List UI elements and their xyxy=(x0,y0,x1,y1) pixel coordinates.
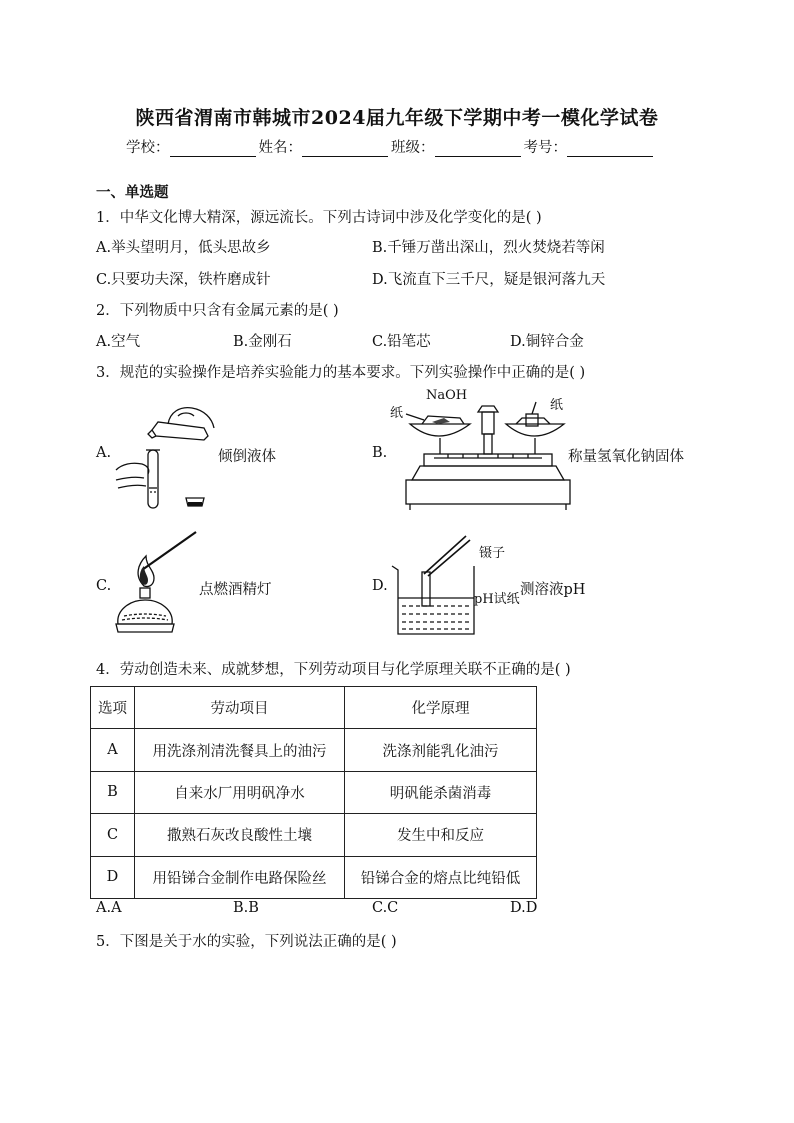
q1-option-a: A.举头望明月，低头思故乡 xyxy=(96,240,271,256)
q1-option-b: B.千锤万凿出深山，烈火焚烧若等闲 xyxy=(372,240,605,256)
q4-option-d: D.D xyxy=(510,900,538,916)
class-label: 班级： xyxy=(391,140,435,156)
q4-option-a: A.A xyxy=(96,900,122,916)
table-header-cell: 劳动项目 xyxy=(135,687,345,729)
table-cell: 用洗涤剂清洗餐具上的油污 xyxy=(135,729,345,771)
name-label: 姓名： xyxy=(258,140,302,156)
q2-option-b: B.金刚石 xyxy=(233,334,292,350)
q3-option-a-caption: 倾倒液体 xyxy=(218,449,276,465)
table-cell: 撒熟石灰改良酸性土壤 xyxy=(135,814,345,856)
school-label: 学校： xyxy=(126,140,170,156)
table-row xyxy=(91,729,537,771)
question-4-stem: 4．劳动创造未来、成就梦想，下列劳动项目与化学原理关联不正确的是( ) xyxy=(96,662,571,678)
table-cell: 用铅锑合金制作电路保险丝 xyxy=(135,856,345,898)
table-row xyxy=(91,856,537,898)
table-cell: 自来水厂用明矾净水 xyxy=(135,771,345,813)
q4-option-b: B.B xyxy=(233,900,259,916)
name-blank[interactable] xyxy=(302,143,388,157)
table-cell: 发生中和反应 xyxy=(345,814,537,856)
alcohol-lamp-figure xyxy=(112,528,204,644)
q1-option-d: D.飞流直下三千尺，疑是银河落九天 xyxy=(372,272,606,288)
table-cell: A xyxy=(91,729,135,771)
exam-number-label: 考号： xyxy=(523,140,567,156)
q3-option-a-letter: A. xyxy=(96,445,112,461)
q4-option-c: C.C xyxy=(372,900,399,916)
q4-table xyxy=(90,686,537,899)
table-row xyxy=(91,771,537,813)
table-cell: 洗涤剂能乳化油污 xyxy=(345,729,537,771)
q3-option-b-caption: 称量氢氧化钠固体 xyxy=(568,449,684,465)
q3-option-b-letter: B. xyxy=(372,445,388,461)
question-3-stem: 3．规范的实验操作是培养实验能力的基本要求。下列实验操作中正确的是( ) xyxy=(96,365,586,381)
balance-figure xyxy=(388,388,568,518)
tweezers-label: 镊子 xyxy=(479,546,506,561)
table-cell: C xyxy=(91,814,135,856)
balance-right-paper-label: 纸 xyxy=(550,398,564,413)
q2-option-a: A.空气 xyxy=(96,334,141,350)
balance-left-paper-label: 纸 xyxy=(390,406,404,421)
table-header-cell: 选项 xyxy=(91,687,135,729)
q3-option-c-caption: 点燃酒精灯 xyxy=(199,582,272,598)
pouring-liquid-figure xyxy=(108,388,218,518)
q1-option-c: C.只要功夫深，铁杵磨成针 xyxy=(96,272,271,288)
ph-paper-label: pH试纸 xyxy=(474,592,520,607)
table-cell: 铅锑合金的熔点比纯铅低 xyxy=(345,856,537,898)
question-5-stem: 5．下图是关于水的实验，下列说法正确的是( ) xyxy=(96,934,397,950)
table-row xyxy=(91,814,537,856)
page-title: 陕西省渭南市韩城市2024届九年级下学期中考一模化学试卷 xyxy=(135,107,659,129)
q3-option-d-letter: D. xyxy=(372,578,388,594)
exam-number-blank[interactable] xyxy=(567,143,653,157)
ph-test-figure xyxy=(384,532,480,638)
q2-option-c: C.铅笔芯 xyxy=(372,334,431,350)
q3-option-d-caption: 测溶液pH xyxy=(520,582,586,598)
table-cell: 明矾能杀菌消毒 xyxy=(345,771,537,813)
balance-naoh-label: NaOH xyxy=(426,388,468,403)
table-cell: D xyxy=(91,856,135,898)
table-header-cell: 化学原理 xyxy=(345,687,537,729)
question-2-stem: 2．下列物质中只含有金属元素的是( ) xyxy=(96,303,339,319)
student-info-row xyxy=(126,136,656,157)
school-blank[interactable] xyxy=(170,143,256,157)
table-header-row xyxy=(91,687,537,729)
table-cell: B xyxy=(91,771,135,813)
q2-option-d: D.铜锌合金 xyxy=(510,334,584,350)
q3-option-c-letter: C. xyxy=(96,578,112,594)
section-heading: 一、单选题 xyxy=(96,184,169,201)
class-blank[interactable] xyxy=(435,143,521,157)
question-1-stem: 1．中华文化博大精深，源远流长。下列古诗词中涉及化学变化的是( ) xyxy=(96,210,542,226)
